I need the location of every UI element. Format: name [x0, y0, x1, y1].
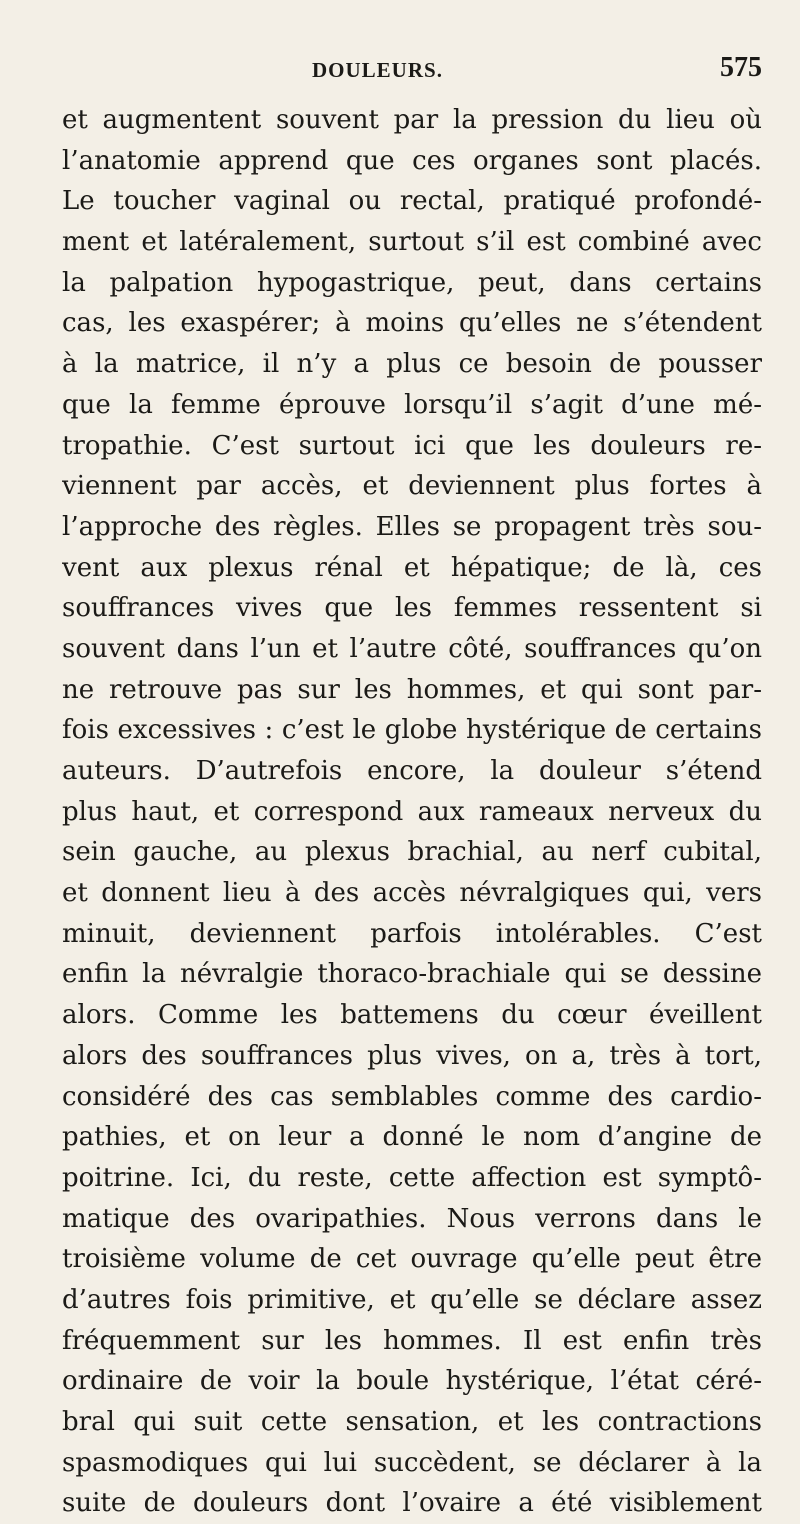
text-line: la palpation hypogastrique, peut, dans certains: [62, 267, 762, 298]
body-text: [62, 100, 762, 1524]
text-line: tropathie. C’est surtout ici que les douleurs re-: [62, 430, 762, 461]
text-line: d’autres fois primitive, et qu’elle se déclare assez: [62, 1284, 762, 1315]
text-line: matique des ovaripathies. Nous verrons dans le: [62, 1203, 762, 1234]
text-line: troisième volume de cet ouvrage qu’elle peut être: [62, 1244, 762, 1275]
text-line: ordinaire de voir la boule hystérique, l’état céré-: [62, 1366, 762, 1397]
text-line: à la matrice, il n’y a plus ce besoin de pousser: [62, 349, 762, 380]
text-line: viennent par accès, et deviennent plus fortes à: [62, 471, 762, 502]
text-line: plus haut, et correspond aux rameaux nerveux du: [62, 796, 762, 827]
text-line: bral qui suit cette sensation, et les contractions: [62, 1407, 762, 1437]
text-line: pathies, et on leur a donné le nom d’angine de: [62, 1122, 762, 1153]
text-line: et donnent lieu à des accès névralgiques qui, vers: [62, 878, 762, 909]
text-line: fréquemment sur les hommes. Il est enfin très: [62, 1325, 762, 1356]
text-line: alors. Comme les battemens du cœur éveillent: [62, 1000, 762, 1031]
text-line: cas, les exaspérer; à moins qu’elles ne s’étendent: [62, 308, 762, 339]
text-line: auteurs. D’autrefois encore, la douleur s’étend: [62, 756, 762, 786]
page-number: 575: [720, 52, 762, 83]
text-line: suite de douleurs dont l’ovaire a été visiblement: [62, 1488, 762, 1519]
running-title: DOULEURS.: [312, 58, 443, 82]
text-line: ment et latéralement, surtout s’il est combiné avec: [62, 227, 762, 258]
text-line: Le toucher vaginal ou rectal, pratiqué profondé-: [62, 186, 762, 217]
running-head: [62, 48, 762, 88]
text-line: sein gauche, au plexus brachial, au nerf cubital,: [62, 837, 762, 868]
text-line: fois excessives : c’est le globe hystérique de certains: [62, 715, 762, 746]
text-line: spasmodiques qui lui succèdent, se déclarer à la: [62, 1447, 762, 1478]
text-line: minuit, deviennent parfois intolérables. C’est: [62, 918, 762, 949]
text-line: l’anatomie apprend que ces organes sont placés.: [62, 145, 762, 176]
text-line: souvent dans l’un et l’autre côté, souffrances qu’on: [62, 633, 762, 664]
text-line: considéré des cas semblables comme des cardio-: [62, 1081, 762, 1112]
text-line: vent aux plexus rénal et hépatique; de là, ces: [62, 552, 762, 583]
text-line: alors des souffrances plus vives, on a, très à tort,: [62, 1040, 762, 1071]
text-line: l’approche des règles. Elles se propagent très sou-: [62, 511, 762, 542]
text-line: et augmentent souvent par la pression du lieu où: [62, 105, 762, 135]
text-line: ne retrouve pas sur les hommes, et qui sont par-: [62, 674, 762, 705]
text-line: enfin la névralgie thoraco-brachiale qui se dessine: [62, 959, 762, 990]
text-line: poitrine. Ici, du reste, cette affection est symptô-: [62, 1162, 762, 1193]
text-line: souffrances vives que les femmes ressentent si: [62, 593, 762, 624]
text-line: que la femme éprouve lorsqu’il s’agit d’une mé-: [62, 389, 762, 420]
